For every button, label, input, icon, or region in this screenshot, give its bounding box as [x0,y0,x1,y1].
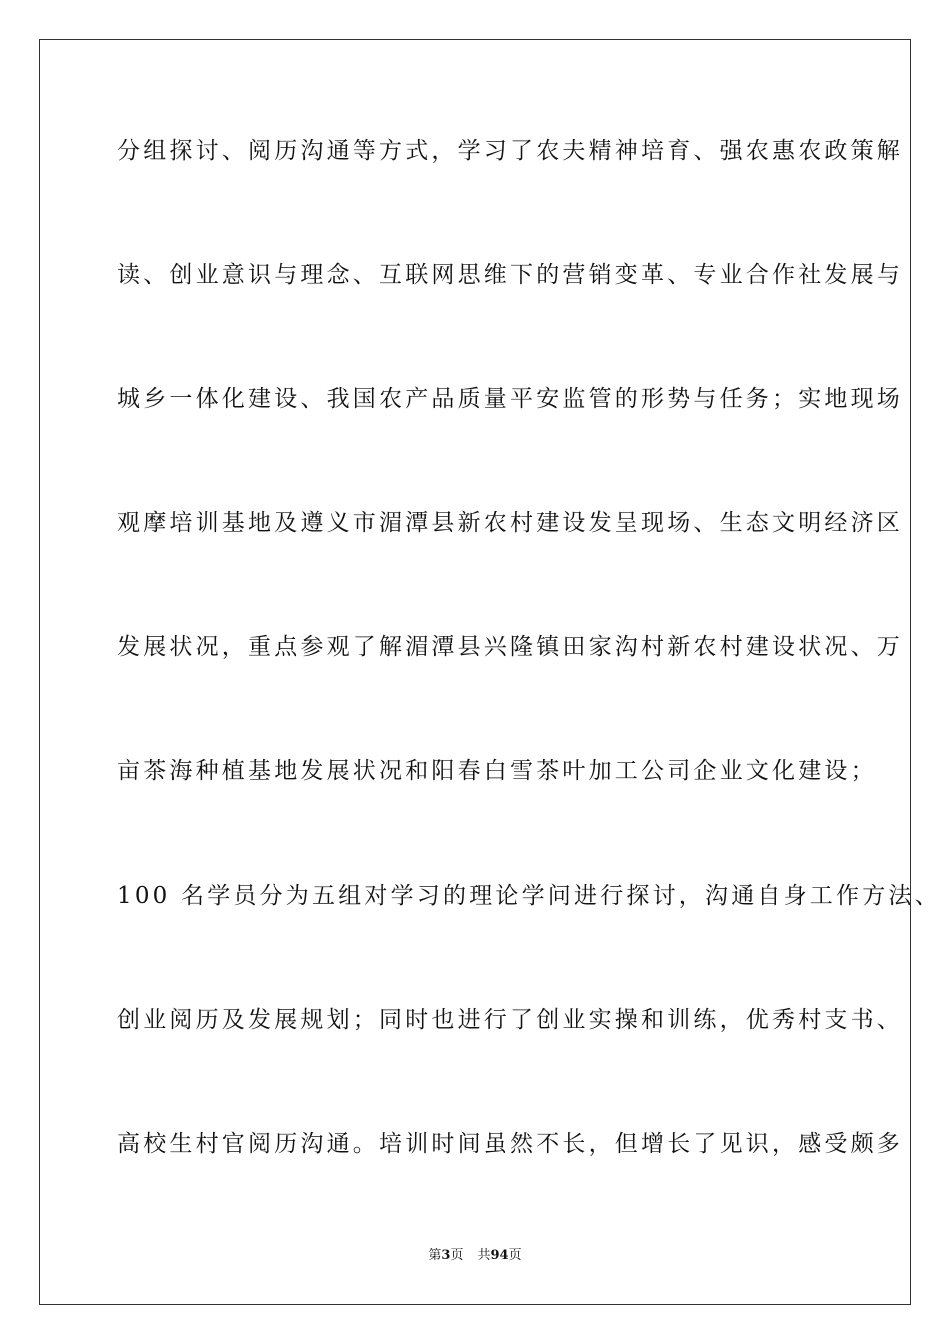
body-line-5: 发展状况，重点参观了解湄潭县兴隆镇田家沟村新农村建设状况、万 [117,634,903,660]
page-number: 3 [441,1248,451,1263]
total-suffix: 页 [508,1248,522,1263]
body-line-7: 100 名学员分为五组对学习的理论学问进行探讨，沟通自身工作方法、 [117,883,941,909]
body-line-1: 分组探讨、阅历沟通等方式，学习了农夫精神培育、强农惠农政策解 [117,138,903,164]
body-line-2: 读、创业意识与理念、互联网思维下的营销变革、专业合作社发展与 [117,262,903,288]
body-line-6: 亩茶海种植基地发展状况和阳春白雪茶叶加工公司企业文化建设； [117,758,877,784]
page-footer [0,1247,950,1265]
page-suffix: 页 [450,1248,464,1263]
total-prefix: 共 [477,1248,491,1263]
page-prefix: 第 [428,1248,442,1263]
body-line-3: 城乡一体化建设、我国农产品质量平安监管的形势与任务；实地现场 [117,386,903,412]
page-border [39,39,941,1305]
body-line-8: 创业阅历及发展规划；同时也进行了创业实操和训练，优秀村支书、 [117,1007,903,1033]
body-line-9: 高校生村官阅历沟通。培训时间虽然不长，但增长了见识，感受颇多 [117,1131,903,1157]
total-pages: 94 [490,1248,509,1263]
body-line-4: 观摩培训基地及遵义市湄潭县新农村建设发呈现场、生态文明经济区 [117,510,903,536]
